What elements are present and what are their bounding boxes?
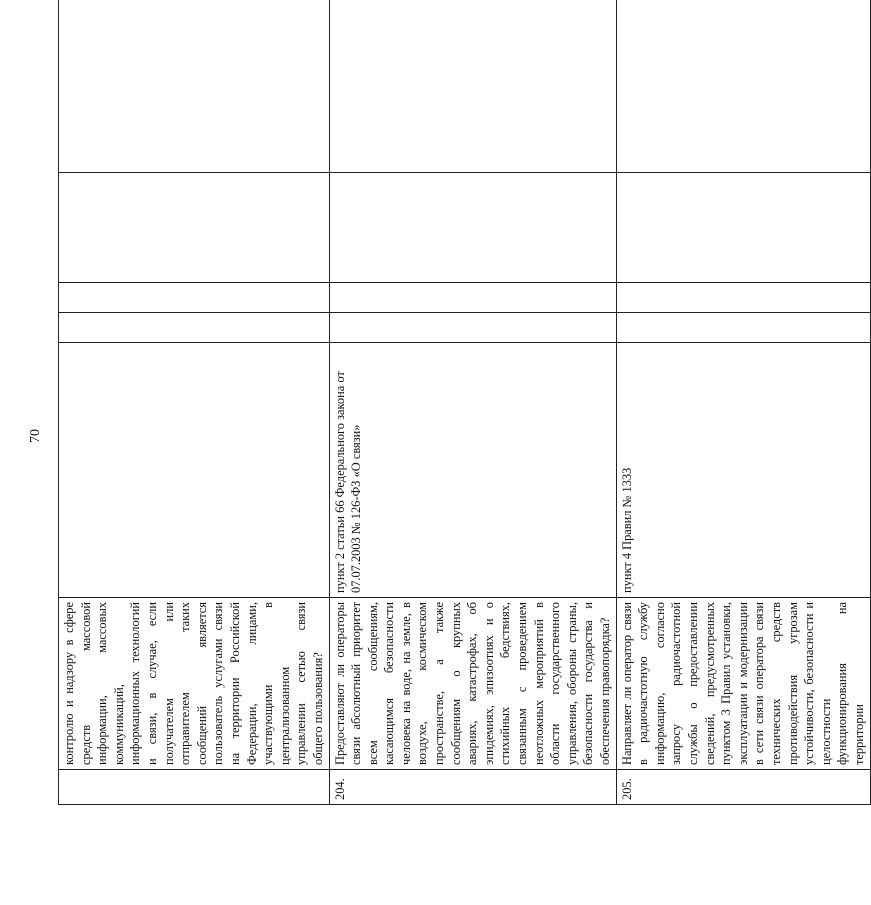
note-cell: [329, 0, 616, 173]
row-question: Направляет ли оператор связи в радиочастотную службу информацию, согласно запросу радиочастотной службы о предоставлении сведений, предусмотренных пунктом 3 Правил установки, эксплуатации и модернизации в сети связи оператора связи технических средств противодействия угрозам устойчивости, безопасности и целостности функционирования на территории: [616, 598, 870, 770]
row-number: 204.: [329, 770, 616, 805]
not-applicable-cell: [329, 173, 616, 283]
note-cell: [616, 0, 870, 173]
checklist-table: [58, 0, 871, 805]
not-applicable-cell: [59, 173, 330, 283]
answer-no-cell: [616, 283, 870, 313]
page-number: 70: [28, 429, 43, 443]
answer-no-cell: [329, 283, 616, 313]
answer-no-cell: [59, 283, 330, 313]
not-applicable-cell: [616, 173, 870, 283]
answer-yes-cell: [59, 313, 330, 343]
row-reference: пункт 2 статьи 66 Федерального закона от 07.07.2003 № 126-ФЗ «О связи»: [329, 343, 616, 598]
row-number: [59, 770, 330, 805]
row-reference: пункт 4 Правил № 1333: [616, 343, 870, 598]
answer-yes-cell: [616, 313, 870, 343]
row-question: контролю и надзору в сфере средств массовой информации, массовых коммуникаций, информационных технологий и связи, в случае, если получателем или отправителем таких сообщений является пользователь услугами связи на территории Российской Федерации, лицами, участвующими в централизованном управлении сетью связи общего пользования?: [59, 598, 330, 770]
row-number: 205.: [616, 770, 870, 805]
table-row: [329, 0, 616, 805]
row-reference: [59, 343, 330, 598]
table-row: [616, 0, 870, 805]
answer-yes-cell: [329, 313, 616, 343]
table-row: [59, 0, 330, 805]
note-cell: [59, 0, 330, 173]
row-question: Предоставляют ли операторы связи абсолютный приоритет всем сообщениям, касающимся безопасности человека на воде, на земле, в воздухе, космическом пространстве, а также сообщениям о крупных авариях, катастрофах, об эпидемиях, эпизоотиях и о стихийных бедствиях, связанным с проведением неотложных мероприятий в области государственного управления, обороны страны, безопасности государства и обеспечения правопорядка?: [329, 598, 616, 770]
